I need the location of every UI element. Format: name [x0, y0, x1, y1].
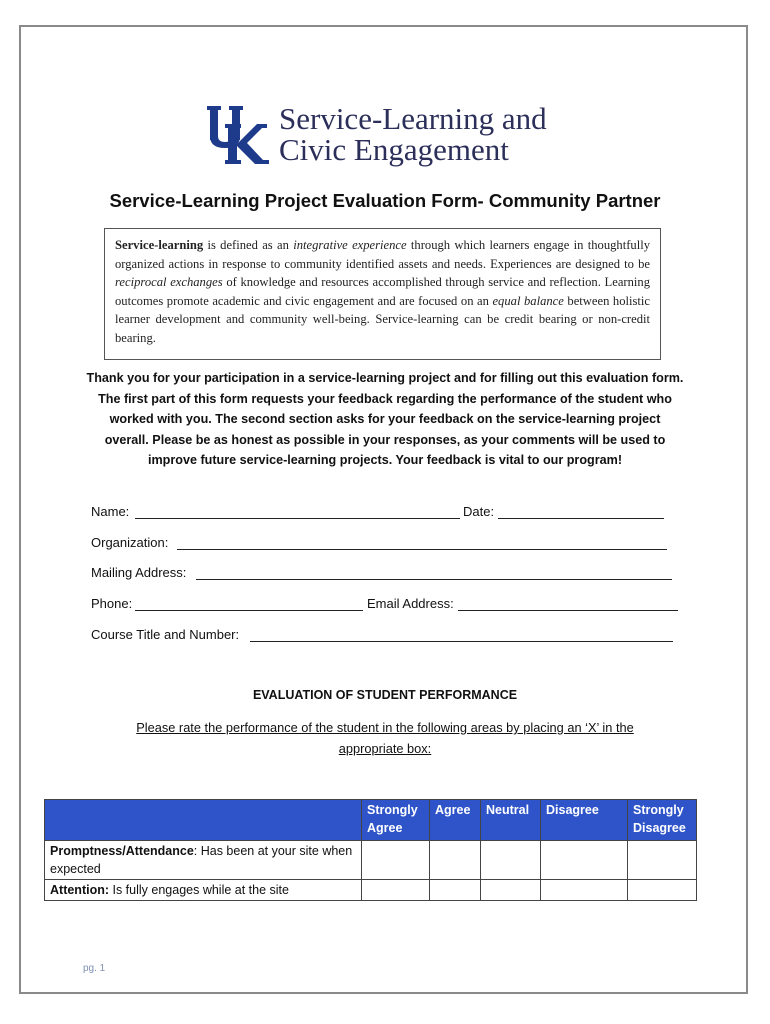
col-strongly-agree: Strongly Agree	[362, 800, 430, 841]
row-label-promptness	[45, 841, 362, 880]
cell-attention-agree[interactable]	[430, 880, 481, 901]
row-label-text: Is fully engages while at the site	[109, 883, 289, 897]
organization-label: Organization:	[91, 535, 169, 550]
col-neutral: Neutral	[481, 800, 541, 841]
logo-line-1: Service-Learning and	[279, 101, 547, 136]
definition-italic-3: equal balance	[492, 293, 564, 308]
cell-promptness-strongly-disagree[interactable]	[628, 841, 697, 880]
header-blank-cell	[45, 800, 362, 841]
cell-promptness-disagree[interactable]	[541, 841, 628, 880]
definition-italic-1: integrative experience	[293, 238, 407, 252]
cell-promptness-strongly-agree[interactable]	[362, 841, 430, 880]
col-agree: Agree	[430, 800, 481, 841]
definition-term: Service-learning	[115, 238, 204, 252]
definition-box	[104, 228, 661, 360]
definition-text-4: between holistic learner development and community well-being. Service-learning can be credit bearing or non-credit bearing.	[115, 293, 650, 345]
mailing-address-label: Mailing Address:	[91, 565, 187, 580]
date-input[interactable]	[498, 518, 664, 519]
rating-table-header	[45, 800, 697, 841]
definition-italic-2: reciprocal exchanges	[115, 275, 223, 290]
definition-text-1: is defined as an	[203, 238, 294, 252]
definition-text-2: through which learners engage in thoughtfully organized actions in response to community identified assets and needs. Experiences are designed to be	[115, 238, 650, 271]
rating-table	[44, 799, 697, 901]
intro-paragraph: Thank you for your participation in a service-learning project and for filling out this evaluation form. The first part of this form requests your feedback regarding the performance of the student who worked with you. The second section asks for your feedback on the service-learning project overall. Please be as honest as possible in your responses, as your comments will be used to improve future service-learning projects. Your feedback is vital to our program!	[86, 371, 684, 467]
table-row	[45, 841, 697, 880]
uk-logo-icon	[207, 106, 271, 164]
name-label: Name:	[91, 504, 130, 519]
row-label-bold: Attention:	[50, 883, 110, 897]
cell-promptness-agree[interactable]	[430, 841, 481, 880]
cell-attention-strongly-agree[interactable]	[362, 880, 430, 901]
logo-line-2: Civic Engagement	[279, 132, 509, 167]
phone-input[interactable]	[135, 610, 363, 611]
page-number: pg. 1	[83, 963, 106, 974]
col-strongly-disagree: Strongly Disagree	[628, 800, 697, 841]
cell-promptness-neutral[interactable]	[481, 841, 541, 880]
date-label: Date:	[463, 504, 495, 519]
row-label-text: : Has been at your site when expected	[50, 844, 353, 876]
cell-attention-neutral[interactable]	[481, 880, 541, 901]
col-disagree: Disagree	[541, 800, 628, 841]
section-title: EVALUATION OF STUDENT PERFORMANCE	[252, 688, 518, 702]
form-title: Service-Learning Project Evaluation Form- Community Partner	[109, 190, 661, 211]
logo	[207, 103, 567, 165]
cell-attention-disagree[interactable]	[541, 880, 628, 901]
cell-attention-strongly-disagree[interactable]	[628, 880, 697, 901]
row-label-attention	[45, 880, 362, 901]
logo-text	[279, 103, 547, 165]
table-row	[45, 880, 697, 901]
course-input[interactable]	[250, 641, 673, 642]
definition-text-3: of knowledge and resources accomplished through service and reflection. Learning outcomes promote academic and civic engagement and are focused on an	[115, 275, 650, 308]
organization-input[interactable]	[177, 549, 667, 550]
course-label: Course Title and Number:	[91, 627, 240, 642]
email-input[interactable]	[458, 610, 678, 611]
row-label-bold: Promptness/Attendance	[50, 844, 194, 858]
mailing-address-input[interactable]	[196, 579, 672, 580]
name-input[interactable]	[135, 518, 460, 519]
rating-instructions: Please rate the performance of the student in the following areas by placing an ‘X’ in the appropriate box:	[136, 720, 634, 756]
email-label: Email Address:	[367, 596, 454, 611]
phone-label: Phone:	[91, 596, 133, 611]
